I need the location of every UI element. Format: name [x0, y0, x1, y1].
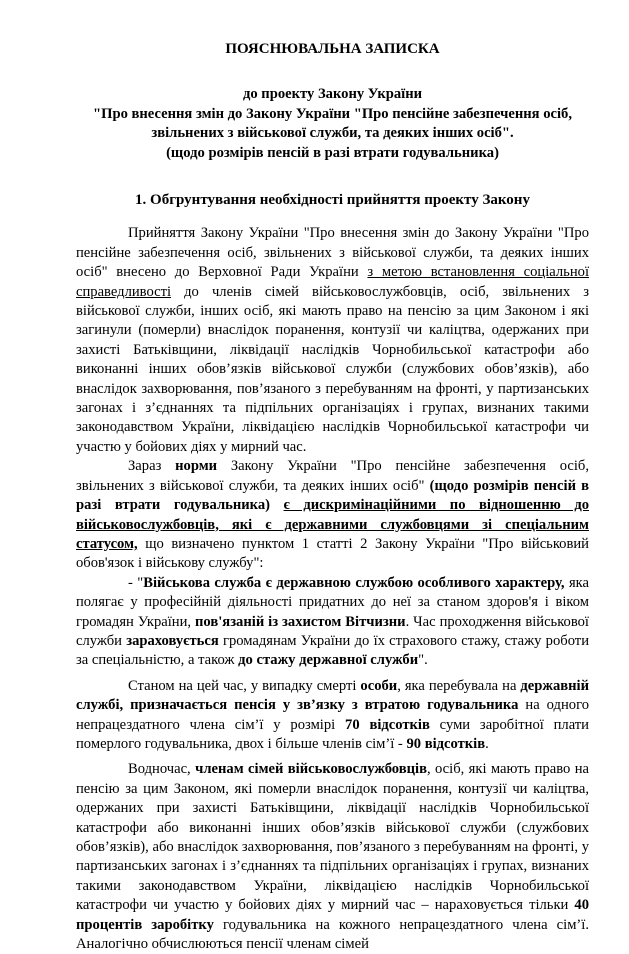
section-heading: 1. Обгрунтування необхідності прийняття проекту Закону — [135, 192, 530, 208]
bold-phrase: державній службі, призначається пенсія у зв’язку з втратою годувальника — [76, 677, 589, 714]
paragraph-1: Прийняття Закону України "Про внесення змін до Закону України "Про пенсійне забезпечення осіб, звільнених з військової служби, та деяких інших осіб" внесено до Верховної Ради України з метою встановлення соціальної справедливості до членів сімей військовослужбовців, осіб, звільнених з військової служби, інших осіб, які мають право на пенсію за цим Законом і які загинули (померли) внаслідок поранення, контузії чи каліцтва, одержаних при захисті Батьківщини, ліквідації наслідків Чорнобильської катастрофи або виконанні інших обов’язків військової служби (службових обов’язків), або внаслідок захворювання, пов’язаного з перебуванням на фронті, у партизанських загонах і з’єднаннях та підпільних організаціях і групах, визнаних такими законодавством України, ліквідацією наслідків Чорнобильської катастрофи чи участю у бойових діях у мирний час. — [76, 225, 590, 455]
bold-phrase: особи — [360, 677, 398, 694]
subtitle-line: "Про внесення змін до Закону України "Про пенсійне забезпечення осіб, — [93, 105, 572, 122]
bold-phrase: Військова служба є державною службою особливого характеру, — [143, 574, 565, 591]
bold-phrase: норми — [175, 458, 218, 475]
document-title: ПОЯСНЮВАЛЬНА ЗАПИСКА — [225, 41, 440, 57]
paragraph-5: Водночас, членам сімей військовослужбовців, осіб, які мають право на пенсію за цим Законом, які померли внаслідок поранення, контузії чи каліцтва, одержаних при захисті Батьківщини, ліквідації наслідків Чорнобильської катастрофи або виконанні інших обов’язків військової служби (службових обов’язків), або внаслідок захворювання, пов’язаного з перебуванням на фронті, у партизанських загонах і з’єднаннях та підпільних організаціях і групах, визнаних такими законодавством України, ліквідацією наслідків Чорнобильської катастрофи чи участю у бойових діях у мирний час – нараховується тільки 40 процентів заробітку годувальника на кожного непрацездатного члена сім’ї. Аналогічно обчислюються пенсії членам сімей — [76, 761, 590, 953]
subtitle-line: звільнених з військової служби, та деяких інших осіб". — [151, 125, 514, 141]
bold-phrase: пов'язаній із захистом Вітчизни — [195, 613, 406, 630]
subtitle-line: до проекту Закону України — [242, 86, 423, 102]
bold-phrase: 90 відсотків — [406, 735, 486, 752]
bold-phrase: зараховується — [126, 632, 219, 649]
paragraph-3: - "Військова служба є державною службою особливого характеру, яка полягає у професійній діяльності придатних до неї за станом здоров'я і віком громадян України, пов'язаній із захистом Вітчизни. Час проходження військової служби зараховується громадянам України до їх страхового стажу, стажу роботи за спеціальністю, а також до стажу державної служби". — [76, 574, 589, 669]
underlined-phrase: з метою встановлення соціальної справедливості — [76, 264, 590, 300]
paragraph-2: Зараз норми Закону України "Про пенсійне забезпечення осіб, звільнених з військової служби, та деяких інших осіб" (щодо розмірів пенсій в разі втрати годувальника) є дискримінаційними по відношенню до військовослужбовців, які є державними службовцями зі спеціальним статусом, що визначено пунктом 1 статті 2 Закону України "Про військовий обов'язок і військову службу": — [76, 458, 589, 572]
bold-phrase: (щодо розмірів пенсій в разі втрати годувальника) — [76, 477, 589, 514]
paragraph-4: Станом на цей час, у випадку смерті особи, яка перебувала на державній службі, призначається пенсія у зв’язку з втратою годувальника на одного непрацездатного члена сім’ї у розмірі 70 відсотків суми заробітної плати померлого годувальника, двох і більше членів сім’ї - 90 відсотків. — [76, 677, 589, 752]
bold-phrase: 40 процентів заробітку — [76, 897, 589, 933]
bold-phrase: 70 відсотків — [345, 716, 430, 733]
bold-phrase: членам сімей військовослужбовців — [195, 761, 427, 778]
bold-underlined-phrase: є дискримінаційними по відношенню до військовослужбовців, які є державними службовцями зі спеціальним статусом, — [76, 497, 589, 552]
bold-phrase: до стажу державної служби — [238, 652, 419, 669]
subtitle-line: (щодо розмірів пенсій в разі втрати годувальника) — [166, 144, 499, 161]
document-subtitle — [76, 85, 589, 163]
